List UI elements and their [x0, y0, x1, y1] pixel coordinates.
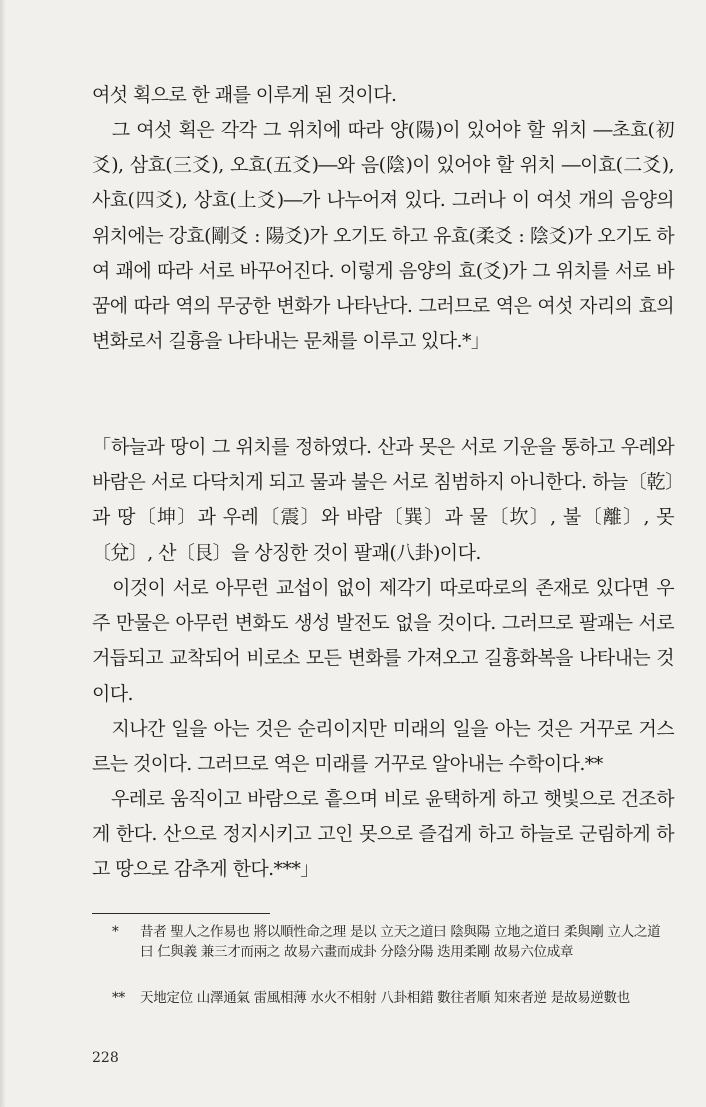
paragraph-1: 여섯 획으로 한 괘를 이루게 된 것이다. — [92, 84, 397, 106]
footnote-text: 昔者 聖人之作易也 將以順性命之理 是以 立天之道曰 陰與陽 立地之道曰 柔與剛 立人之道曰 仁與義 兼三才而兩之 故易六畫而成卦 分陰分陽 迭用柔剛 故易六位成章 — [140, 924, 661, 960]
footnote-mark: ** — [112, 990, 125, 1006]
page-spine-shadow — [0, 0, 6, 1107]
footnote-1 — [112, 922, 672, 962]
footnote-mark: * — [112, 924, 119, 940]
paragraph-2: 그 여섯 획은 각각 그 위치에 따라 양(陽)이 있어야 할 위치 ―초효(初爻), 삼효(三爻), 오효(五爻)―와 음(陰)이 있어야 할 위치 ―이효(二爻), 사효(四爻), 상효(上爻)―가 나누어져 있다. 그러나 이 여섯 개의 음양의 위치에는 강효(剛爻 : 陽爻)가 오기도 하고 유효(柔爻 : 陰爻)가 오기도 하여 괘에 따라 서로 바꾸어진다. 이렇게 음양의 효(爻)가 그 위치를 서로 바꿈에 따라 역의 무궁한 변화가 나타난다. 그러므로 역은 여섯 자리의 효의 변화로서 길흉을 나타내는 문채를 이루고 있다.*」 — [92, 119, 674, 353]
paragraph-4: 이것이 서로 아무런 교섭이 없이 제각기 따로따로의 존재로 있다면 우주 만물은 아무런 변화도 생성 발전도 없을 것이다. 그러므로 팔괘는 서로 거듭되고 교착되어 비로소 모든 변화를 가져오고 길흉화복을 나타내는 것이다. — [92, 577, 674, 705]
footnote-2 — [112, 988, 672, 1008]
paragraph-6: 우레로 움직이고 바람으로 흩으며 비로 윤택하게 하고 햇빛으로 건조하게 한다. 산으로 정지시키고 고인 못으로 즐겁게 하고 하늘로 군림하게 하고 땅으로 감추게 한다.***」 — [92, 788, 674, 881]
paragraph-5: 지나간 일을 아는 것은 순리이지만 미래의 일을 아는 것은 거꾸로 거스르는 것이다. 그러므로 역은 미래를 거꾸로 알아내는 수학이다.** — [92, 718, 674, 776]
footnote-divider — [92, 913, 270, 914]
footnote-text: 天地定位 山澤通氣 雷風相薄 水火不相射 八卦相錯 數往者順 知來者逆 是故易逆數也 — [140, 990, 630, 1006]
paragraph-3: 「하늘과 땅이 그 위치를 정하였다. 산과 못은 서로 기운을 통하고 우레와 바람은 서로 다닥치게 되고 물과 불은 서로 침범하지 아니한다. 하늘〔乾〕과 땅〔坤〕과 우레〔震〕와 바람〔巽〕과 물〔坎〕, 불〔離〕, 못〔兌〕, 산〔艮〕을 상징한 것이 팔괘(八卦)이다. — [92, 436, 674, 564]
page-number: 228 — [92, 1050, 119, 1066]
